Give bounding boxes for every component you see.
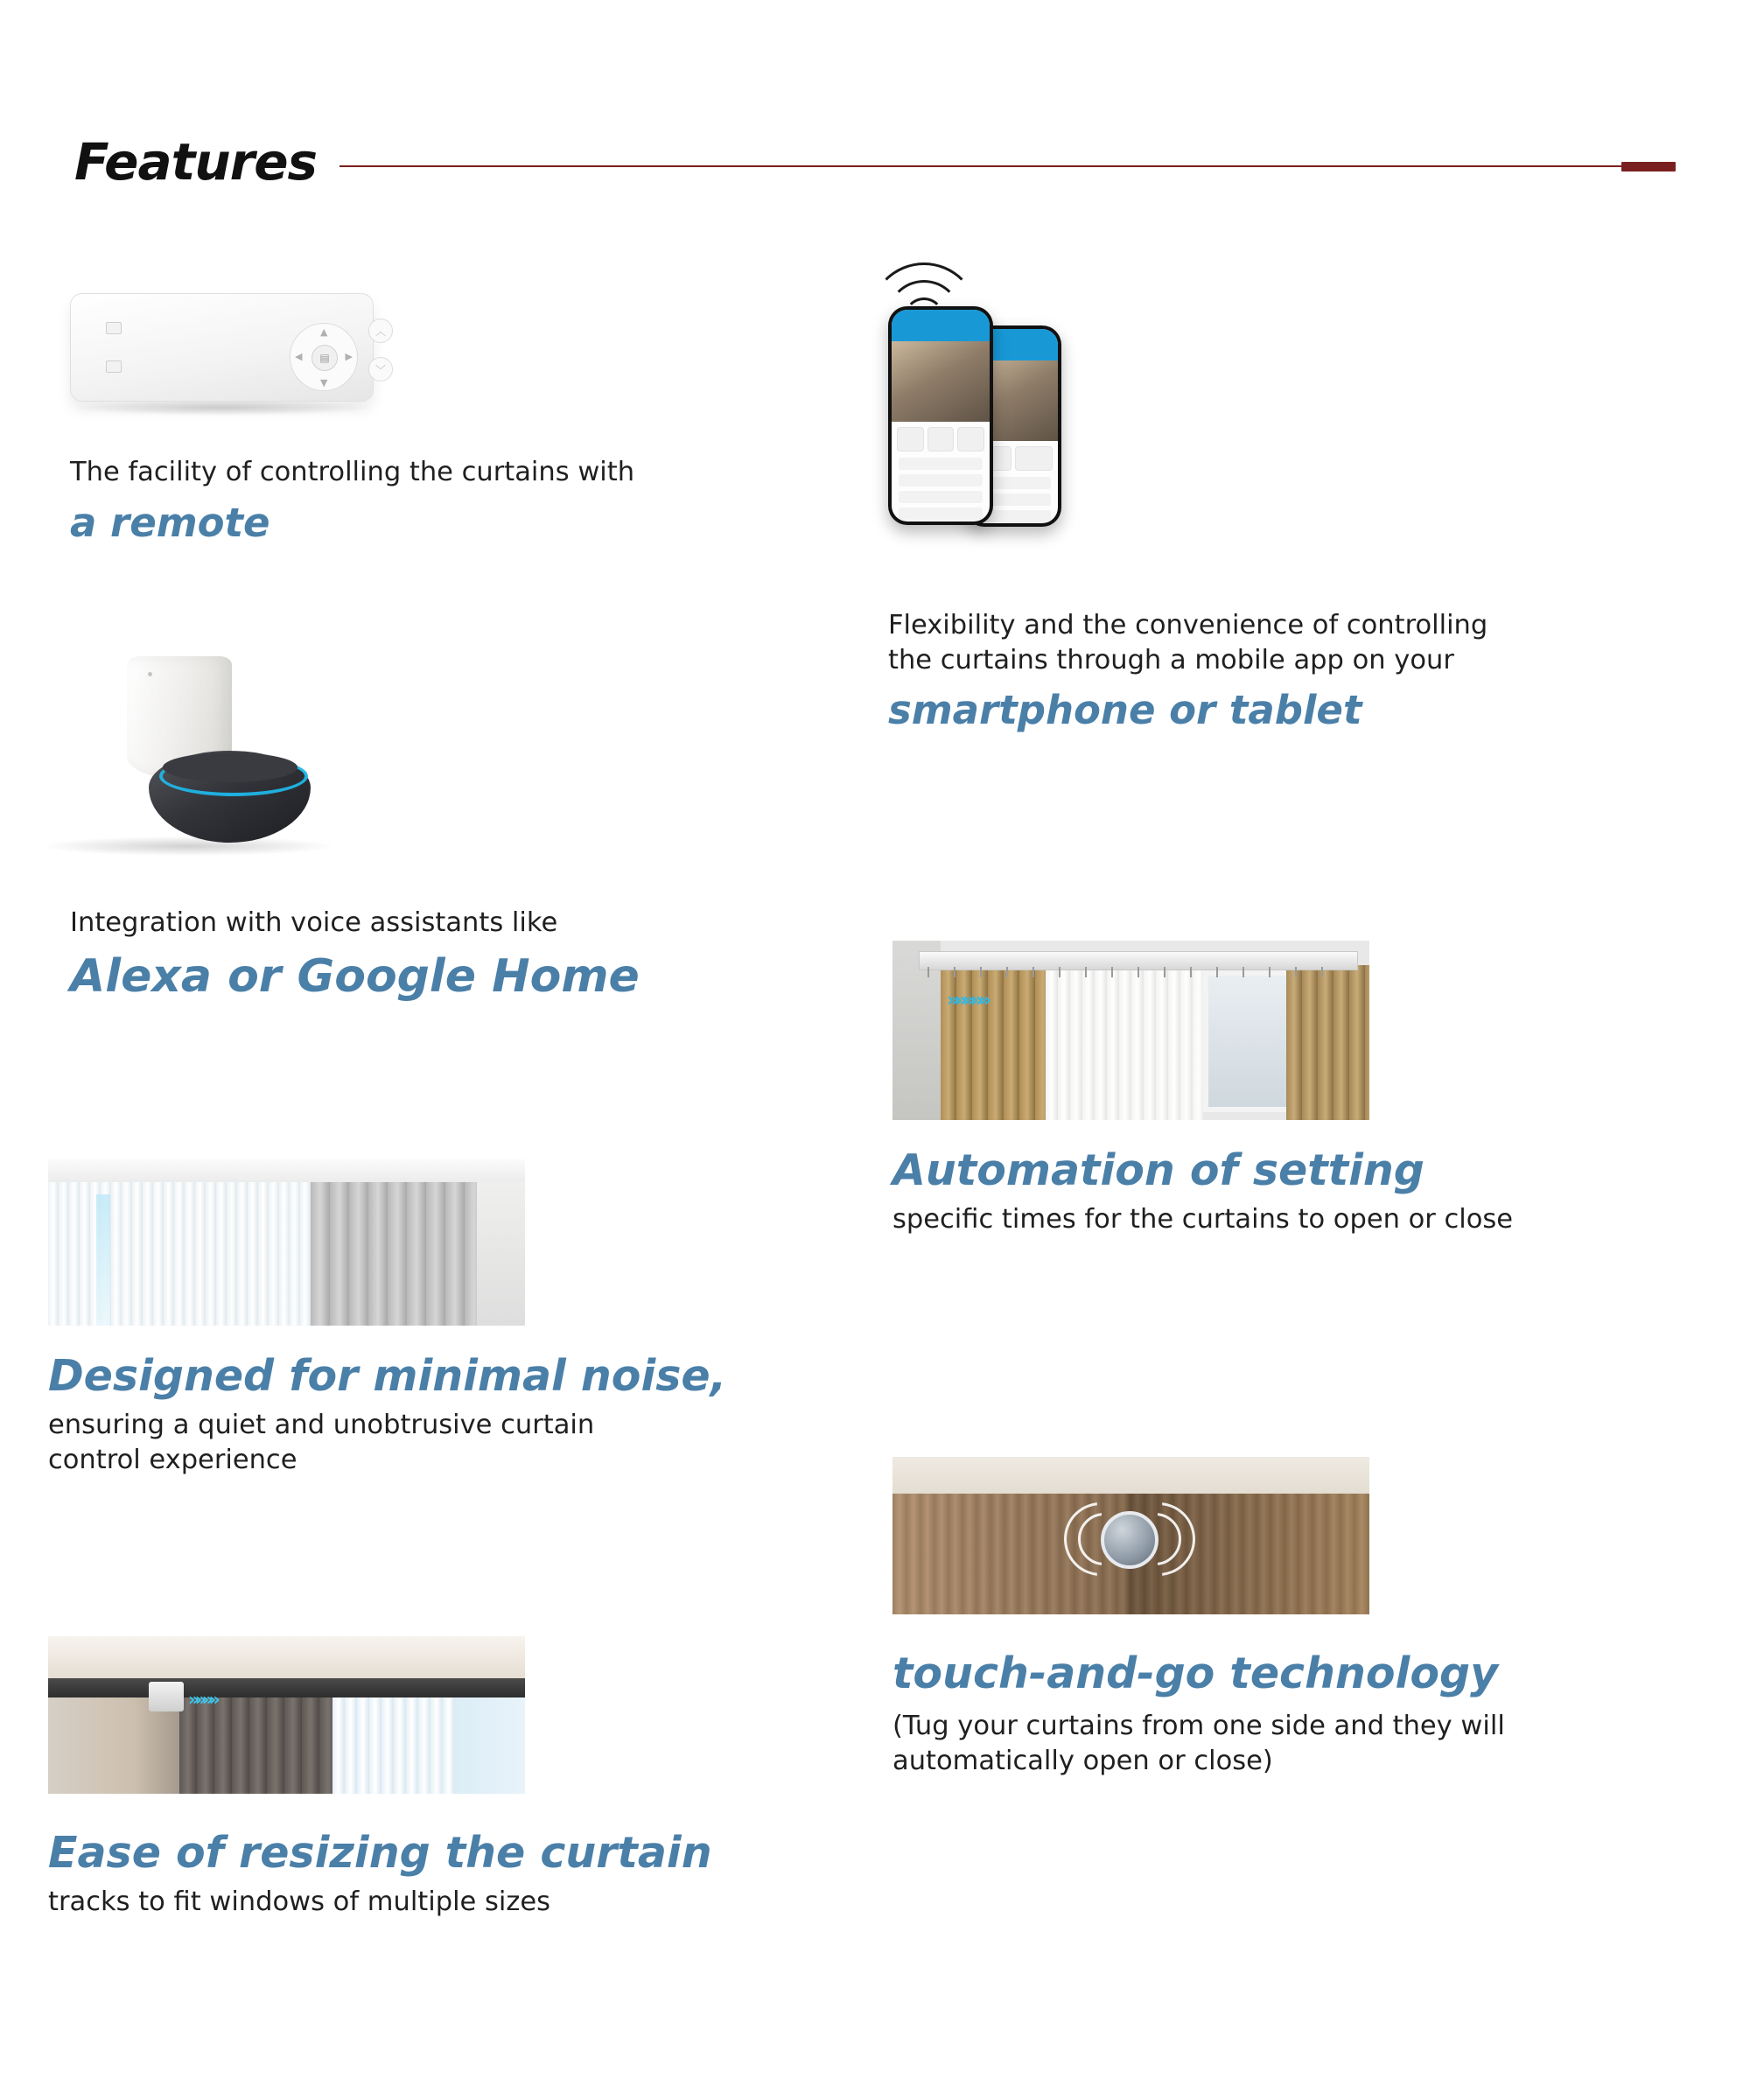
- feature-voice-line1: Integration with voice assistants like: [70, 907, 558, 938]
- feature-resize-caption: [48, 1829, 888, 1920]
- echo-top-surface: [163, 752, 298, 782]
- feature-automation-line1: Automation of setting: [892, 1145, 1424, 1195]
- feature-noise-caption: [48, 1352, 888, 1478]
- feature-mobile-app-line2: the curtains through a mobile app on your: [888, 645, 1454, 676]
- feature-voice-line2: Alexa or Google Home: [70, 950, 640, 1004]
- feature-touch-line2: (Tug your curtains from one side and they will: [892, 1711, 1505, 1742]
- tile: [1015, 446, 1053, 471]
- header-divider-cap: [1621, 162, 1676, 172]
- track-motor: [149, 1682, 184, 1712]
- window: [1203, 970, 1297, 1112]
- feature-touch-line1: touch-and-go technology: [892, 1648, 1499, 1698]
- automated-curtain-track-photo: [892, 941, 1369, 1120]
- tile: [897, 427, 924, 452]
- remote-icon-2: [106, 360, 122, 373]
- feature-automation-caption: [892, 1146, 1732, 1237]
- feature-remote-caption: [70, 455, 858, 546]
- list-item: [899, 508, 983, 520]
- curtain-right: [1286, 965, 1369, 1120]
- feature-voice-caption: [70, 906, 945, 1004]
- tile: [957, 427, 984, 452]
- page-header: [74, 122, 1676, 201]
- feature-mobile-app-line1: Flexibility and the convenience of controlling: [888, 610, 1488, 640]
- curtain-track: [48, 1678, 525, 1698]
- phone-primary-tiles: [892, 422, 990, 453]
- tile: [928, 427, 955, 452]
- list-item: [899, 474, 983, 486]
- remote-control-photo: [61, 284, 411, 424]
- remote-left-arrow-icon: ◀: [295, 351, 303, 362]
- wall-right: [477, 1159, 525, 1326]
- feature-touch-line3: automatically open or close): [892, 1745, 1273, 1776]
- remote-body: [70, 293, 386, 402]
- remote-up-arrow-icon: ▲: [320, 326, 328, 338]
- feature-remote-line2: a remote: [70, 500, 270, 547]
- touch-sensor-photo: [892, 1457, 1369, 1614]
- remote-close-button: ﹀: [368, 357, 393, 382]
- feature-resize-line1: Ease of resizing the curtain: [48, 1828, 712, 1878]
- curtain-hooks: [928, 967, 1348, 977]
- sheer-curtain: [48, 1182, 328, 1326]
- remote-dpad: [290, 323, 358, 391]
- motion-arrows-icon: »»»»»: [947, 990, 988, 1012]
- feature-remote-line1: The facility of controlling the curtains with: [70, 457, 635, 487]
- feature-mobile-app-caption: [888, 608, 1728, 732]
- window-daylight: [96, 1194, 110, 1326]
- curtain-left: [941, 965, 1046, 1120]
- feature-noise-line1: Designed for minimal noise,: [48, 1351, 727, 1401]
- feature-touch-caption: [892, 1649, 1732, 1779]
- feature-mobile-app-line3: smartphone or tablet: [888, 686, 1362, 733]
- motion-arrows-icon: »»»»: [188, 1689, 216, 1710]
- smartphones-app-photo: [853, 262, 1116, 569]
- quiet-curtains-photo: [48, 1159, 525, 1326]
- ceiling: [48, 1159, 525, 1182]
- phone-primary-screen: [892, 310, 990, 522]
- header-divider: [340, 165, 1676, 167]
- feature-automation-line2: specific times for the curtains to open or close: [892, 1204, 1514, 1236]
- smart-speakers-photo: [35, 648, 376, 875]
- phone-primary-hero-image: [892, 341, 990, 422]
- remote-shadow: [72, 400, 374, 416]
- feature-noise-line2: ensuring a quiet and unobtrusive curtain: [48, 1410, 595, 1441]
- remote-down-arrow-icon: ▼: [320, 377, 328, 388]
- touch-sensor-knob: [1101, 1511, 1158, 1569]
- remote-open-button: ︿: [368, 318, 393, 343]
- ceiling: [892, 1457, 1369, 1494]
- page-title: Features: [74, 132, 318, 192]
- feature-resize-line2: tracks to fit windows of multiple sizes: [48, 1886, 551, 1918]
- remote-icon-1: [106, 322, 122, 334]
- list-item: [899, 458, 983, 470]
- feature-noise-line3: control experience: [48, 1444, 298, 1475]
- ceiling: [48, 1636, 525, 1678]
- phone-primary: [888, 306, 993, 525]
- remote-right-arrow-icon: ▶: [345, 351, 353, 362]
- speaker-shadow: [44, 836, 332, 856]
- speaker-indicator-dot: [148, 672, 152, 676]
- list-item: [899, 491, 983, 503]
- sheer-curtain: [332, 1689, 455, 1794]
- curtain-track-resize-photo: [48, 1636, 525, 1794]
- remote-ok-button: ▤: [312, 345, 338, 371]
- sheer-curtain: [1046, 965, 1203, 1120]
- phone-primary-topbar: [892, 310, 990, 341]
- grey-curtain: [311, 1180, 477, 1326]
